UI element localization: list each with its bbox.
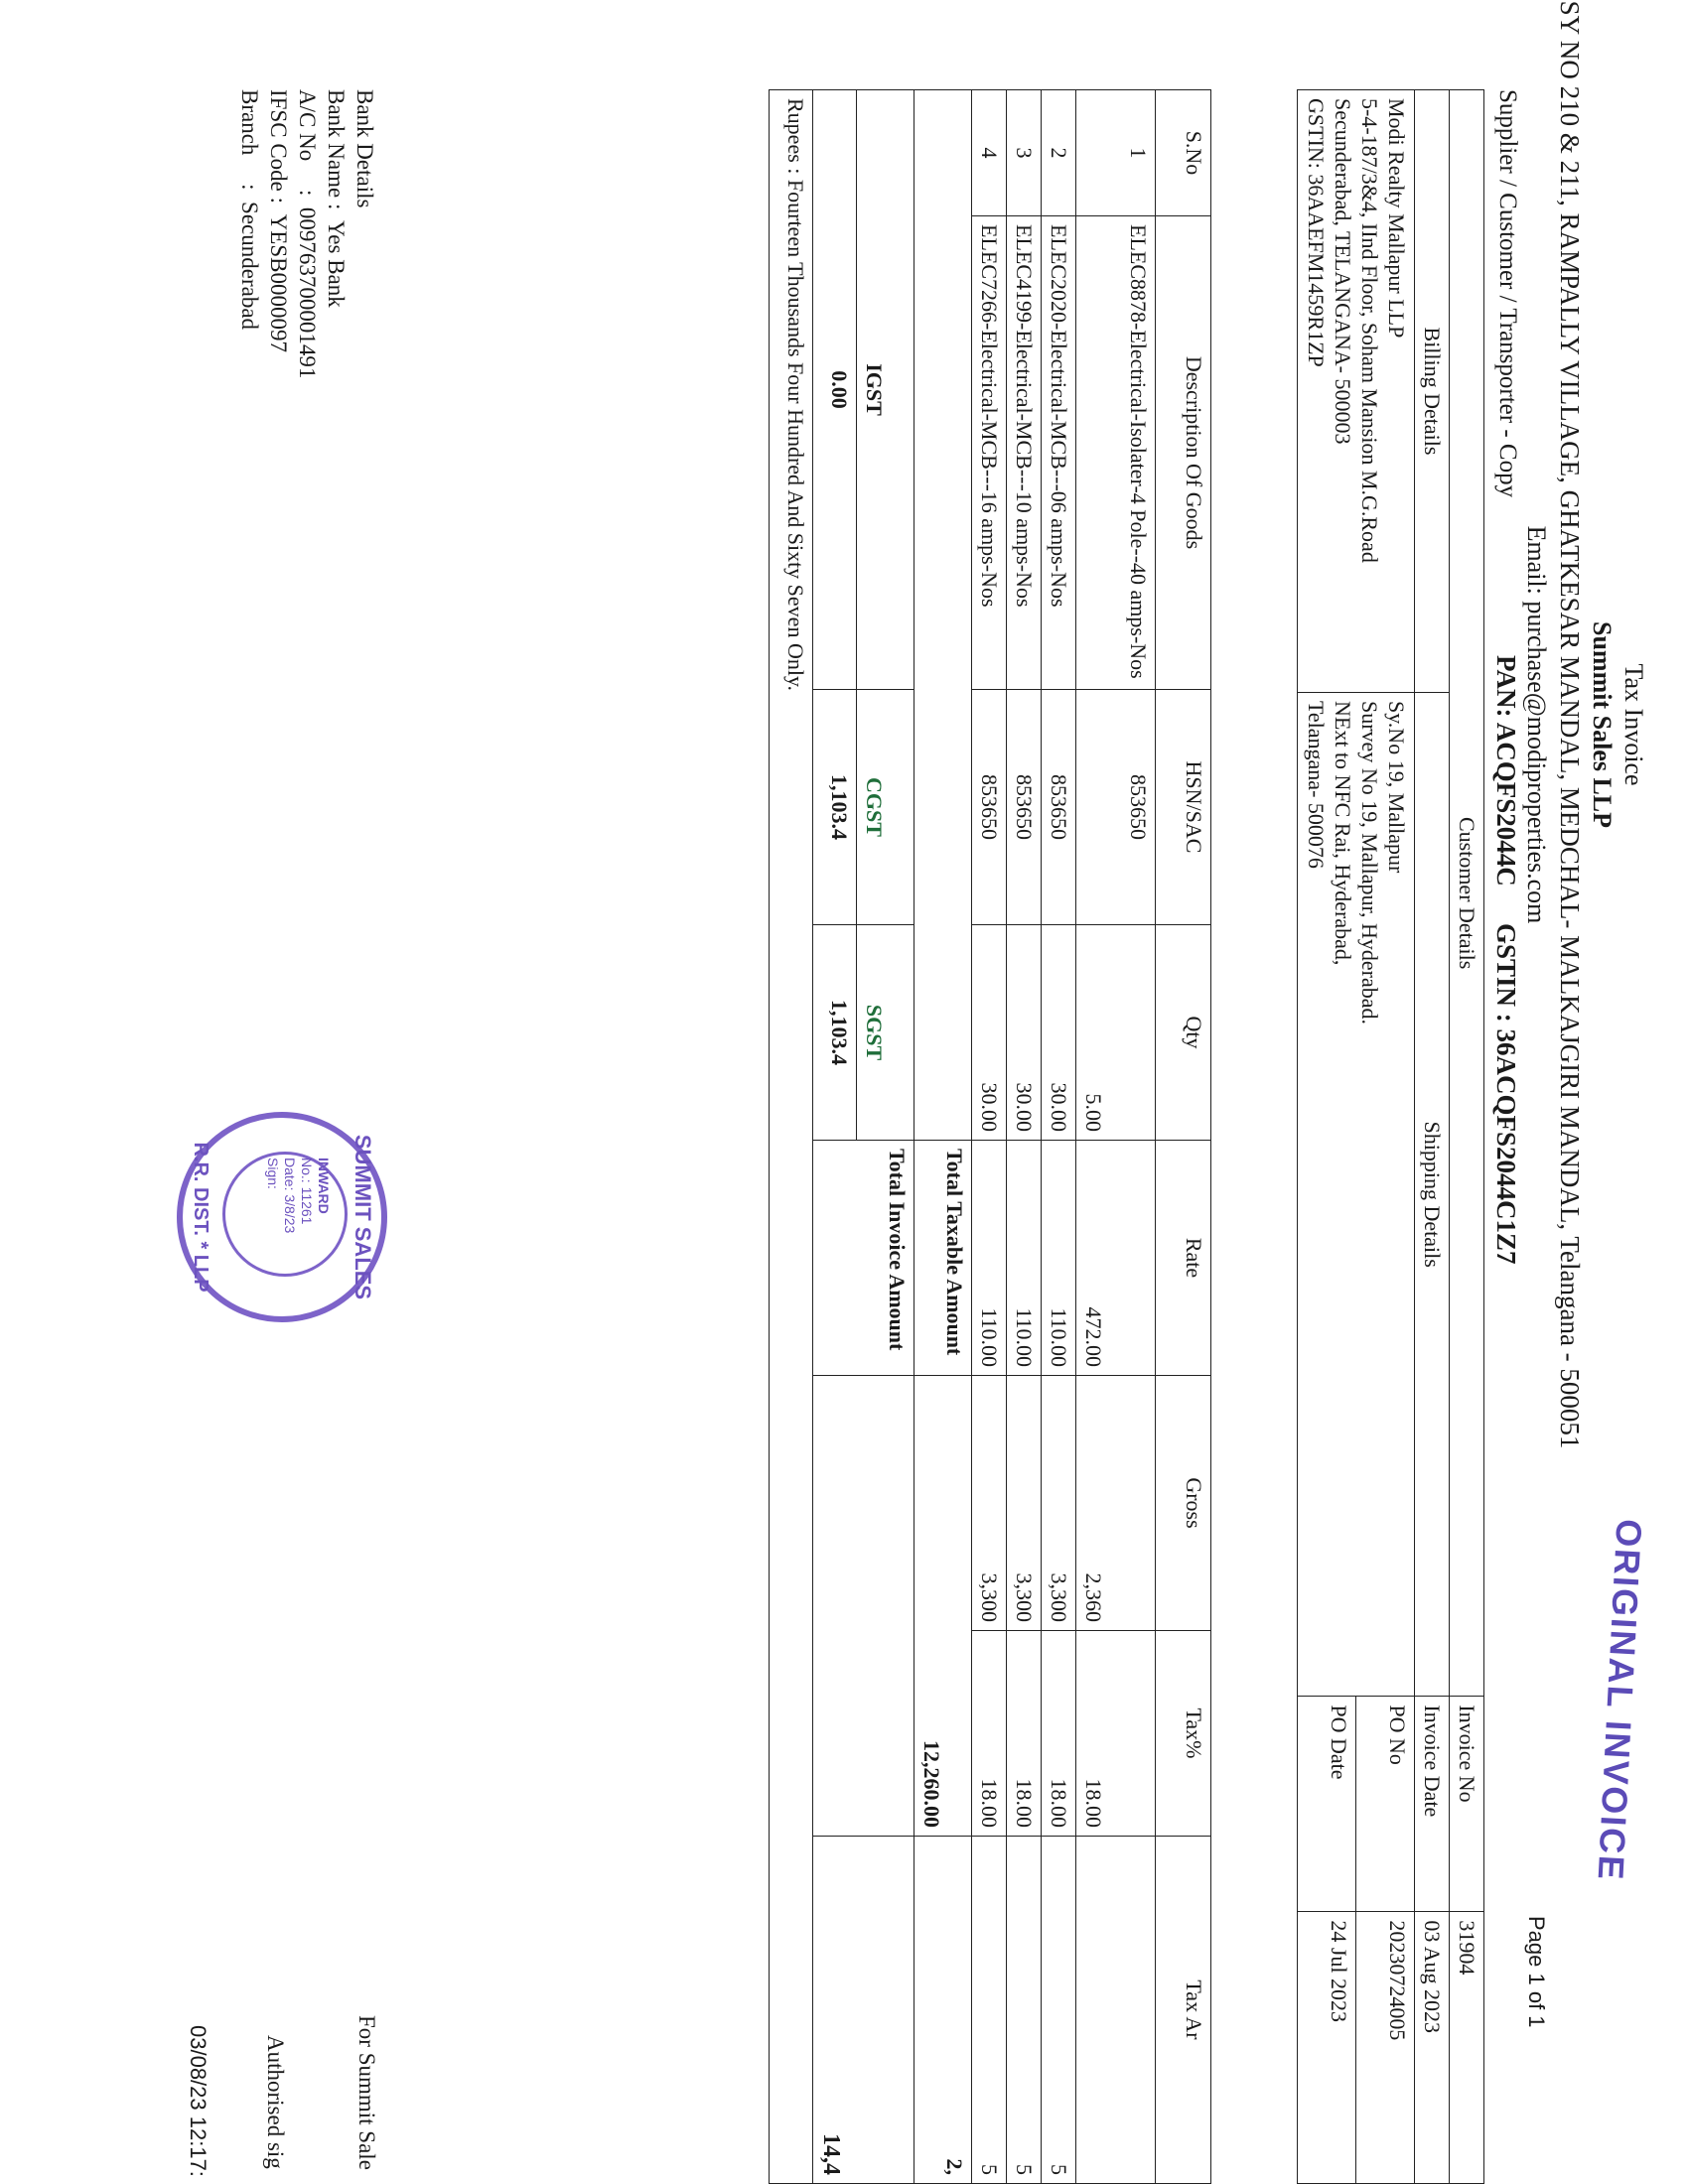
col-tax-pct: Tax% <box>1156 1631 1211 1837</box>
items-table <box>769 89 1211 2184</box>
spacer <box>813 1376 914 1837</box>
pan: PAN: ACQFS2044C <box>1491 655 1521 887</box>
cell-hsn: 853650 <box>1042 690 1076 925</box>
invoice-date-label: Invoice Date <box>1415 1697 1450 1912</box>
seal-bottom-text: R.R. DIST. * LLP <box>190 1142 211 1293</box>
customer-details-title: Customer Details <box>1450 90 1484 1697</box>
company-address: SY NO 210 & 211, RAMPALLY VILLAGE, GHATKESAR MANDAL, MEDCHAL- MALKAJGIRI MANDAL, Telangana - 500051 <box>1555 0 1585 1449</box>
cell-tax-amount <box>1076 1837 1156 2184</box>
bank-branch: Branch : Secunderabad <box>237 89 262 331</box>
cell-qty: 5.00 <box>1076 925 1156 1141</box>
copy-label: Supplier / Customer / Transporter - Copy <box>1494 89 1521 498</box>
cell-sno: 3 <box>1007 90 1042 216</box>
table-row <box>1042 90 1076 2184</box>
cell-tax-amount: 5 <box>1042 1837 1076 2184</box>
invoice-no: 31904 <box>1450 1912 1484 2184</box>
cell-description: ELEC8878-Electrical-Isolater-4 Pole--40 amps-Nos <box>1076 216 1156 690</box>
col-rate: Rate <box>1156 1141 1211 1376</box>
total-taxable-label: Total Taxable Amount <box>914 1141 972 1376</box>
cgst-value: 1,103.4 <box>813 690 857 925</box>
bank-name: Bank Name : Yes Bank <box>324 89 349 308</box>
seal-no: No.: 11261 <box>299 1158 315 1225</box>
shipping-line: Survey No 19, Mallapur, Hyderabad. <box>1357 701 1382 1024</box>
sgst-value: 1,103.4 <box>813 925 857 1141</box>
billing-title: Billing Details <box>1415 90 1450 693</box>
seal-date: Date: 3/8/23 <box>282 1158 298 1234</box>
col-hsn: HSN/SAC <box>1156 690 1211 925</box>
billing-line: Secunderabad, TELANGANA- 500003 <box>1331 98 1355 445</box>
company-name: Summit Sales LLP <box>1588 620 1617 829</box>
po-no: 20230724005 <box>1356 1912 1415 2184</box>
cell-qty: 30.00 <box>1007 925 1042 1141</box>
for-company-label: For Summit Sale <box>354 2015 379 2170</box>
shipping-line: Telangana- 500076 <box>1304 701 1329 869</box>
total-taxable-row <box>914 90 972 2184</box>
tax-summary-head-row <box>857 90 914 2184</box>
cell-qty: 30.00 <box>1042 925 1076 1141</box>
sgst-label: SGST <box>857 925 914 1141</box>
cell-rate: 110.00 <box>1042 1141 1076 1376</box>
cell-tax-pct: 18.00 <box>1042 1631 1076 1837</box>
col-gross: Gross <box>1156 1376 1211 1631</box>
col-description: Description Of Goods <box>1156 216 1211 690</box>
cell-gross: 3,300 <box>972 1376 1007 1631</box>
doc-title: Tax Invoice <box>1619 663 1648 786</box>
company-seal <box>177 1112 387 1322</box>
billing-address <box>1298 90 1415 693</box>
shipping-address <box>1298 693 1415 1697</box>
customer-table <box>1297 89 1484 2184</box>
amount-in-words: Rupees : Fourteen Thousands Four Hundred And Sixty Seven Only. <box>770 90 813 2184</box>
print-timestamp: 03/08/23 12:17: <box>186 2025 211 2177</box>
cell-tax-pct: 18.00 <box>972 1631 1007 1837</box>
cell-sno: 2 <box>1042 90 1076 216</box>
bank-account: A/C No : 009763700001491 <box>295 89 320 379</box>
total-invoice-label: Total Invoice Amount <box>813 1141 914 1376</box>
table-row <box>1007 90 1042 2184</box>
authorised-signatory: Authorised sig <box>263 2035 288 2169</box>
cell-hsn: 853650 <box>1076 690 1156 925</box>
po-no-label: PO No <box>1356 1697 1415 1912</box>
invoice-date: 03 Aug 2023 <box>1415 1912 1450 2184</box>
billing-line: 5-4-187/3&4, IInd Floor, Soham Mansion M.G.Road <box>1357 98 1382 563</box>
bank-details <box>235 89 379 378</box>
cell-description: ELEC7266-Electrical-MCB---16 amps-Nos <box>972 216 1007 690</box>
cell-gross: 2,360 <box>1076 1376 1156 1631</box>
cell-sno: 1 <box>1076 90 1156 216</box>
cell-description: ELEC4199-Electrical-MCB---10 amps-Nos <box>1007 216 1042 690</box>
po-date-label: PO Date <box>1298 1697 1356 1912</box>
igst-label: IGST <box>857 90 914 690</box>
billing-line: GSTIN: 36AAEFM1459R1ZP <box>1304 98 1329 367</box>
col-sno: S.No <box>1156 90 1211 216</box>
seal-inward: INWARD <box>316 1158 332 1214</box>
total-taxable-value: 12,260.00 <box>914 1376 972 1837</box>
table-row <box>972 90 1007 2184</box>
seal-sign: Sign: <box>265 1158 281 1189</box>
cell-tax-amount: 5 <box>1007 1837 1042 2184</box>
items-header-row <box>1156 90 1211 2184</box>
po-date: 24 Jul 2023 <box>1298 1912 1356 2184</box>
invoice-no-label: Invoice No <box>1450 1697 1484 1912</box>
cell-description: ELEC2020-Electrical-MCB---06 amps-Nos <box>1042 216 1076 690</box>
page-number: Page 1 of 1 <box>1524 1916 1549 2028</box>
bank-title: Bank Details <box>352 89 377 208</box>
cell-hsn: 853650 <box>1007 690 1042 925</box>
total-invoice-value: 14,4 <box>813 1837 914 2184</box>
igst-value: 0.00 <box>813 90 857 690</box>
spacer <box>914 90 972 1141</box>
cell-tax-pct: 18.00 <box>1076 1631 1156 1837</box>
shipping-line: NExt to NFC Rai, Hyderabad, <box>1331 701 1355 966</box>
cell-gross: 3,300 <box>1007 1376 1042 1631</box>
cell-hsn: 853650 <box>972 690 1007 925</box>
cell-rate: 110.00 <box>972 1141 1007 1376</box>
cell-rate: 472.00 <box>1076 1141 1156 1376</box>
bank-ifsc: IFSC Code : YESB0000097 <box>266 89 291 352</box>
cell-qty: 30.00 <box>972 925 1007 1141</box>
table-row <box>1076 90 1156 2184</box>
cell-sno: 4 <box>972 90 1007 216</box>
col-qty: Qty <box>1156 925 1211 1141</box>
cell-tax-amount: 5 <box>972 1837 1007 2184</box>
gstin: GSTIN : 36ACQFS2044C1Z7 <box>1491 923 1521 1265</box>
company-email: Email: purchase@modiproperties.com <box>1522 525 1551 924</box>
shipping-line: Sy.No 19, Mallapur <box>1384 701 1409 874</box>
cell-gross: 3,300 <box>1042 1376 1076 1631</box>
shipping-title: Shipping Details <box>1415 693 1450 1697</box>
original-invoice-stamp: ORIGINAL INVOICE <box>1590 1518 1650 1883</box>
cell-rate: 110.00 <box>1007 1141 1042 1376</box>
seal-top-text: SUMMIT SALES <box>351 1134 375 1300</box>
cgst-label: CGST <box>857 690 914 925</box>
total-taxable-tax: 2, <box>914 1837 972 2184</box>
col-tax-amount: Tax Ar <box>1156 1837 1211 2184</box>
cell-tax-pct: 18.00 <box>1007 1631 1042 1837</box>
seal-middle <box>264 1158 332 1267</box>
billing-line: Modi Realty Mallapur LLP <box>1384 98 1409 339</box>
amount-words-row <box>770 90 813 2184</box>
